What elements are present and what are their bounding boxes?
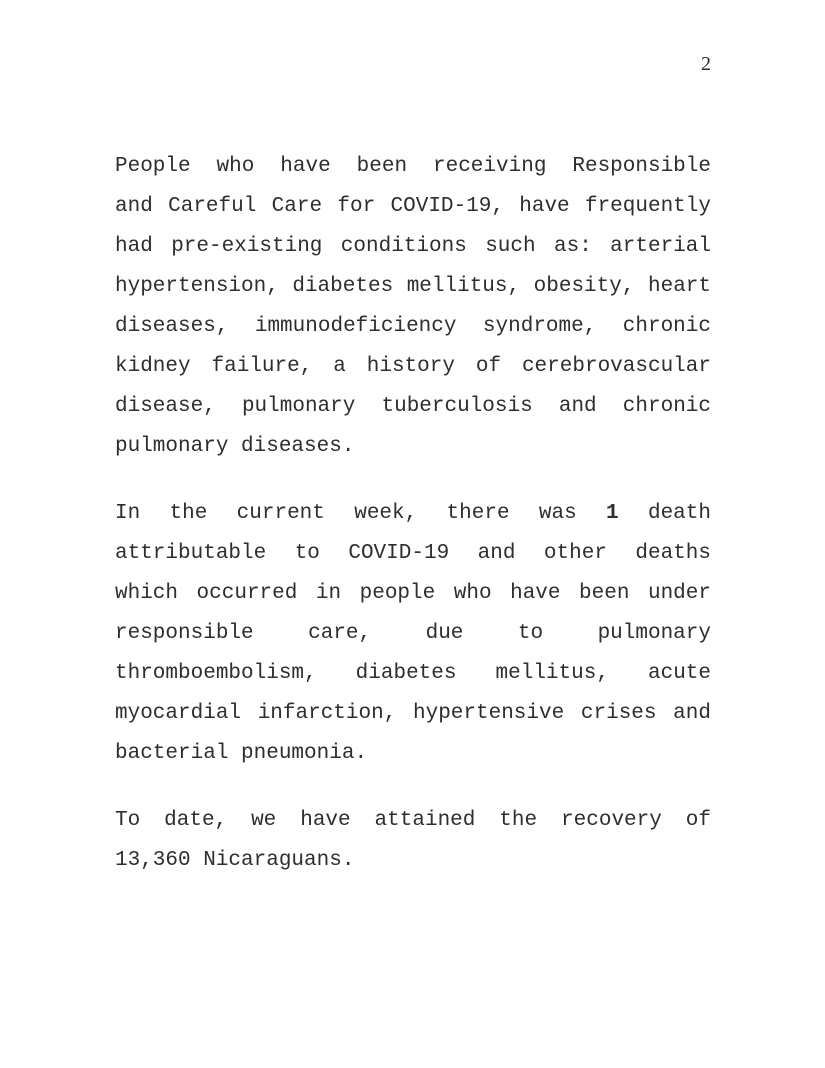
page-number: 2 bbox=[701, 53, 711, 75]
document-body bbox=[115, 147, 711, 908]
text-line: which occurred in people who have been under bbox=[115, 582, 711, 605]
text-line: pulmonary diseases. bbox=[115, 435, 355, 458]
text-line: People who have been receiving Responsible bbox=[115, 155, 711, 178]
text-line: responsible care, due to pulmonary bbox=[115, 622, 711, 645]
text-line: bacterial pneumonia. bbox=[115, 742, 368, 765]
text-line: and Careful Care for COVID-19, have frequently bbox=[115, 195, 711, 218]
text-line: had pre-existing conditions such as: arterial bbox=[115, 235, 711, 258]
text-line: myocardial infarction, hypertensive crises and bbox=[115, 702, 711, 725]
text-segment: In the current week, there was bbox=[115, 502, 607, 525]
paragraph-weekly-deaths bbox=[115, 494, 711, 774]
text-line: diseases, immunodeficiency syndrome, chronic bbox=[115, 315, 711, 338]
death-count-value: 1 bbox=[606, 502, 619, 525]
text-line: 13,360 Nicaraguans. bbox=[115, 849, 355, 872]
text-line: disease, pulmonary tuberculosis and chronic bbox=[115, 395, 711, 418]
text-line bbox=[115, 494, 711, 534]
text-segment: death bbox=[618, 502, 711, 525]
text-line: thromboembolism, diabetes mellitus, acute bbox=[115, 662, 711, 685]
text-line: hypertension, diabetes mellitus, obesity, heart bbox=[115, 275, 711, 298]
text-line: kidney failure, a history of cerebrovascular bbox=[115, 355, 711, 378]
paragraph-preexisting-conditions bbox=[115, 147, 711, 467]
paragraph-recoveries bbox=[115, 801, 711, 881]
text-line: To date, we have attained the recovery of bbox=[115, 809, 711, 832]
text-line: attributable to COVID-19 and other deaths bbox=[115, 542, 711, 565]
